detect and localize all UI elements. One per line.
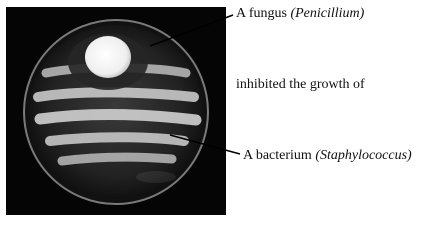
bacterium-label-name: (Staphylococcus) [315, 148, 412, 163]
bacterium-label-prefix: A bacterium [243, 148, 312, 163]
fungus-label [236, 6, 364, 22]
fungus-label-name: (Penicillium) [290, 6, 365, 21]
inhibition-label: inhibited the growth of [236, 77, 365, 92]
bacterium-label [243, 148, 412, 164]
fungus-pointer-line [150, 15, 233, 46]
bacterium-pointer-line [170, 135, 240, 154]
fungus-label-prefix: A fungus [236, 6, 287, 21]
